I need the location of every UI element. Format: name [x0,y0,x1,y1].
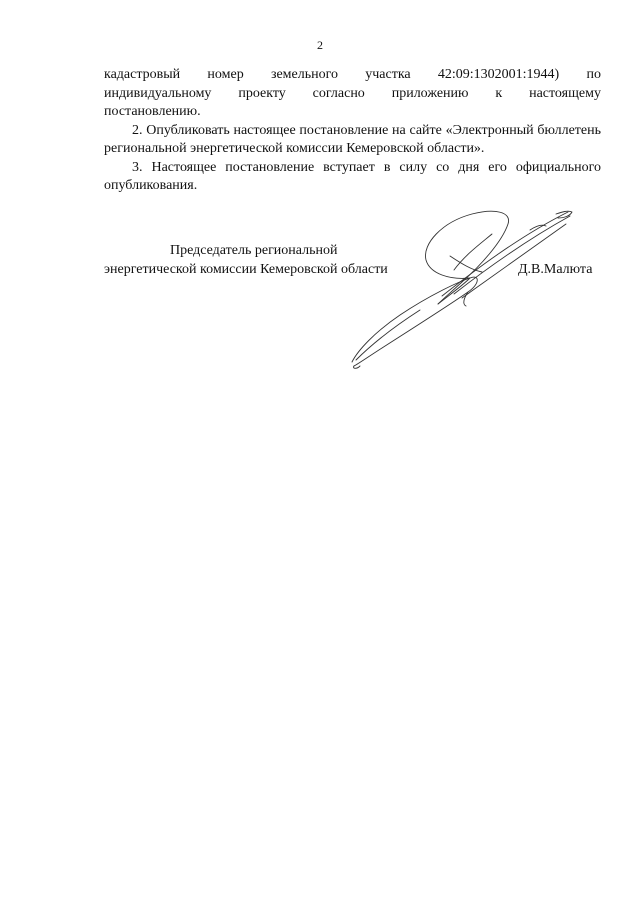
signatory-name: Д.В.Малюта [518,262,593,277]
word: настоящему [529,85,601,101]
handwritten-signature-icon [330,200,593,375]
word: приложению [391,85,469,101]
word: номер [207,67,244,82]
position-line-2: энергетической комиссии Кемеровской области [104,262,388,277]
page-number: 2 [317,38,323,52]
paragraph-1-line-3: постановлению. [104,104,201,119]
paragraph-1-line-1 [104,66,601,85]
position-line-1: Председатель региональной [170,243,338,258]
word: к [495,85,503,101]
word: индивидуальному [104,85,212,101]
paragraph-1-line-2 [104,85,601,104]
cadastral-number: 42:09:1302001:1944) [437,67,560,82]
word: по [586,67,601,82]
word: кадастровый [104,67,181,82]
word: проекту [238,85,286,101]
paragraph-3: 3. Настоящее постановление вступает в силу со дня его официального опубликования. [104,159,601,193]
word: земельного [270,67,339,82]
word: согласно [312,85,365,101]
word: участка [365,67,411,82]
document-body [104,66,601,196]
paragraph-2: 2. Опубликовать настоящее постановление на сайте «Электронный бюллетень региональной энергетической комиссии Кемеровской области». [104,122,601,156]
